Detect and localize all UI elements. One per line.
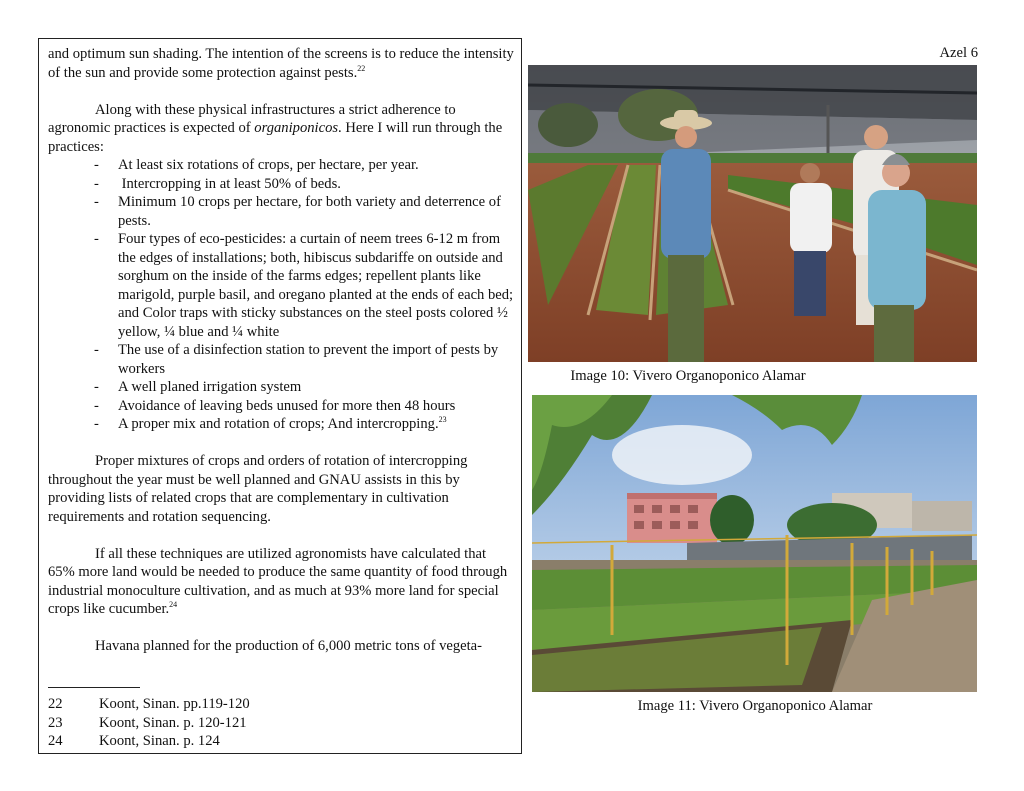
paragraph-2-text-end: . Here I will run through the practices: xyxy=(48,120,503,155)
footnote-ref-23: 23 xyxy=(438,415,447,425)
list-item: - A well planed irrigation system xyxy=(94,379,302,395)
list-item: - Minimum 10 crops per hectare, for both variety and deterrence of pests. xyxy=(94,194,501,229)
photo-image-11-illustration xyxy=(532,395,977,692)
practices-list xyxy=(48,156,514,434)
paragraph-2 xyxy=(48,101,514,157)
paragraph-3: Proper mixtures of crops and orders of rotation of intercropping throughout the year must be well planned and GNAU assists in this by providing lists of related crops that are complementary in cultivation requirements and rotation sequencing. xyxy=(48,453,468,525)
photo-image-11 xyxy=(532,395,977,692)
image-10-caption: Image 10: Vivero Organoponico Alamar xyxy=(570,368,806,384)
list-item: - A proper mix and rotation of crops; And intercropping.$^{23}$ xyxy=(94,415,447,432)
photo-image-10-illustration xyxy=(528,65,977,362)
paragraph-1-text: and optimum sun shading. The intention of the screens is to reduce the intensity of the sun and provide some protection against pests. xyxy=(48,46,514,81)
list-item: - Four types of eco-pesticides: a curtain of neem trees 6-12 m from the edges of installations; both, hibiscus subdariffe on outside and sorghum on the inside of the farms edges; repellent plants like marigold, purple basil, and oregano planted at the ends of each bed; and Color traps with sticky substances on the steel posts colored ½ yellow, ¼ blue and ¼ white xyxy=(94,231,514,340)
paragraph-4 xyxy=(48,545,514,619)
list-item: - The use of a disinfection station to prevent the import of pests by workers xyxy=(94,342,499,377)
list-item: - At least six rotations of crops, per hectare, per year. xyxy=(94,157,419,173)
footnote-rule xyxy=(48,687,140,688)
photo-image-10 xyxy=(528,65,977,362)
page-header-label: Azel 6 xyxy=(939,45,978,61)
paragraph-1 xyxy=(48,45,514,82)
paragraph-2-text: Along with these physical infrastructures a strict adherence to agronomic practices is expected of xyxy=(48,101,456,136)
body-text xyxy=(48,45,514,656)
footnote-ref-22: 22 xyxy=(357,63,366,73)
text-frame: and optimum sun shading. The intention of the screens is to reduce the intensity of the sun and provide some protection against pests.$^{22}$ Along with these physical infrastructures a strict adherence to agronomic practices is expected of organiponicos. Here I will run through the practices: - At least six rotations of crops, per hectare, per year. - Intercropping in at least 50% of beds. - Minimum 10 crops per hectare, for both variety and deterrence of pests. - Four types of eco-pesticides: a curtain of neem trees 6-12 m from the edges of installations; both, hibiscus subdariffe on outside and sorghum on the inside of the farms edges; repellent plants like marigold, purple basil, and oregano planted at the ends of each bed; and Color traps with sticky substances on the steel posts colored ½ yellow, ¼ blue and ¼ white - The use of a disinfection station to prevent the import of pests by workers - A well planed irrigation system - Avoidance of leaving beds unused for more then 48 hours - A proper mix and rotation of crops; And intercropping.$^{23}$ Proper mixtures of crops and orders of rotation of intercropping throughout the year must be well planned and GNAU assists in this by providing lists of related crops that are complementary in cultivation requirements and rotation sequencing. If all these techniques are utilized agronomists have calculated that 65% more land would be needed to produce the same quantity of food through industrial monoculture cultivation, and as much at 93% more land for special crops like cucumber.$^{24}$ Havana planned for the production of 6,000 metric tons of vegeta- 22 Koont, Sinan. pp.119-120 23 Koont, Sinan. p. 120-121 24 Koont, Sinan. p. 124 xyxy=(38,38,522,754)
paragraph-5: Havana planned for the production of 6,000 metric tons of vegeta- xyxy=(95,638,483,654)
footnote-ref-24: 24 xyxy=(169,600,178,610)
image-11-caption: Image 11: Vivero Organoponico Alamar xyxy=(637,698,873,714)
emphasis-organiponicos: organiponicos xyxy=(254,120,339,136)
paragraph-4-text: If all these techniques are utilized agronomists have calculated that 65% more land would be needed to produce the same quantity of food through industrial monoculture cultivation, and as much at 93% more land for special crops like cucumber. xyxy=(48,545,508,617)
list-item: - Avoidance of leaving beds unused for more then 48 hours xyxy=(94,397,456,414)
list-item: - Intercropping in at least 50% of beds. xyxy=(94,175,341,192)
